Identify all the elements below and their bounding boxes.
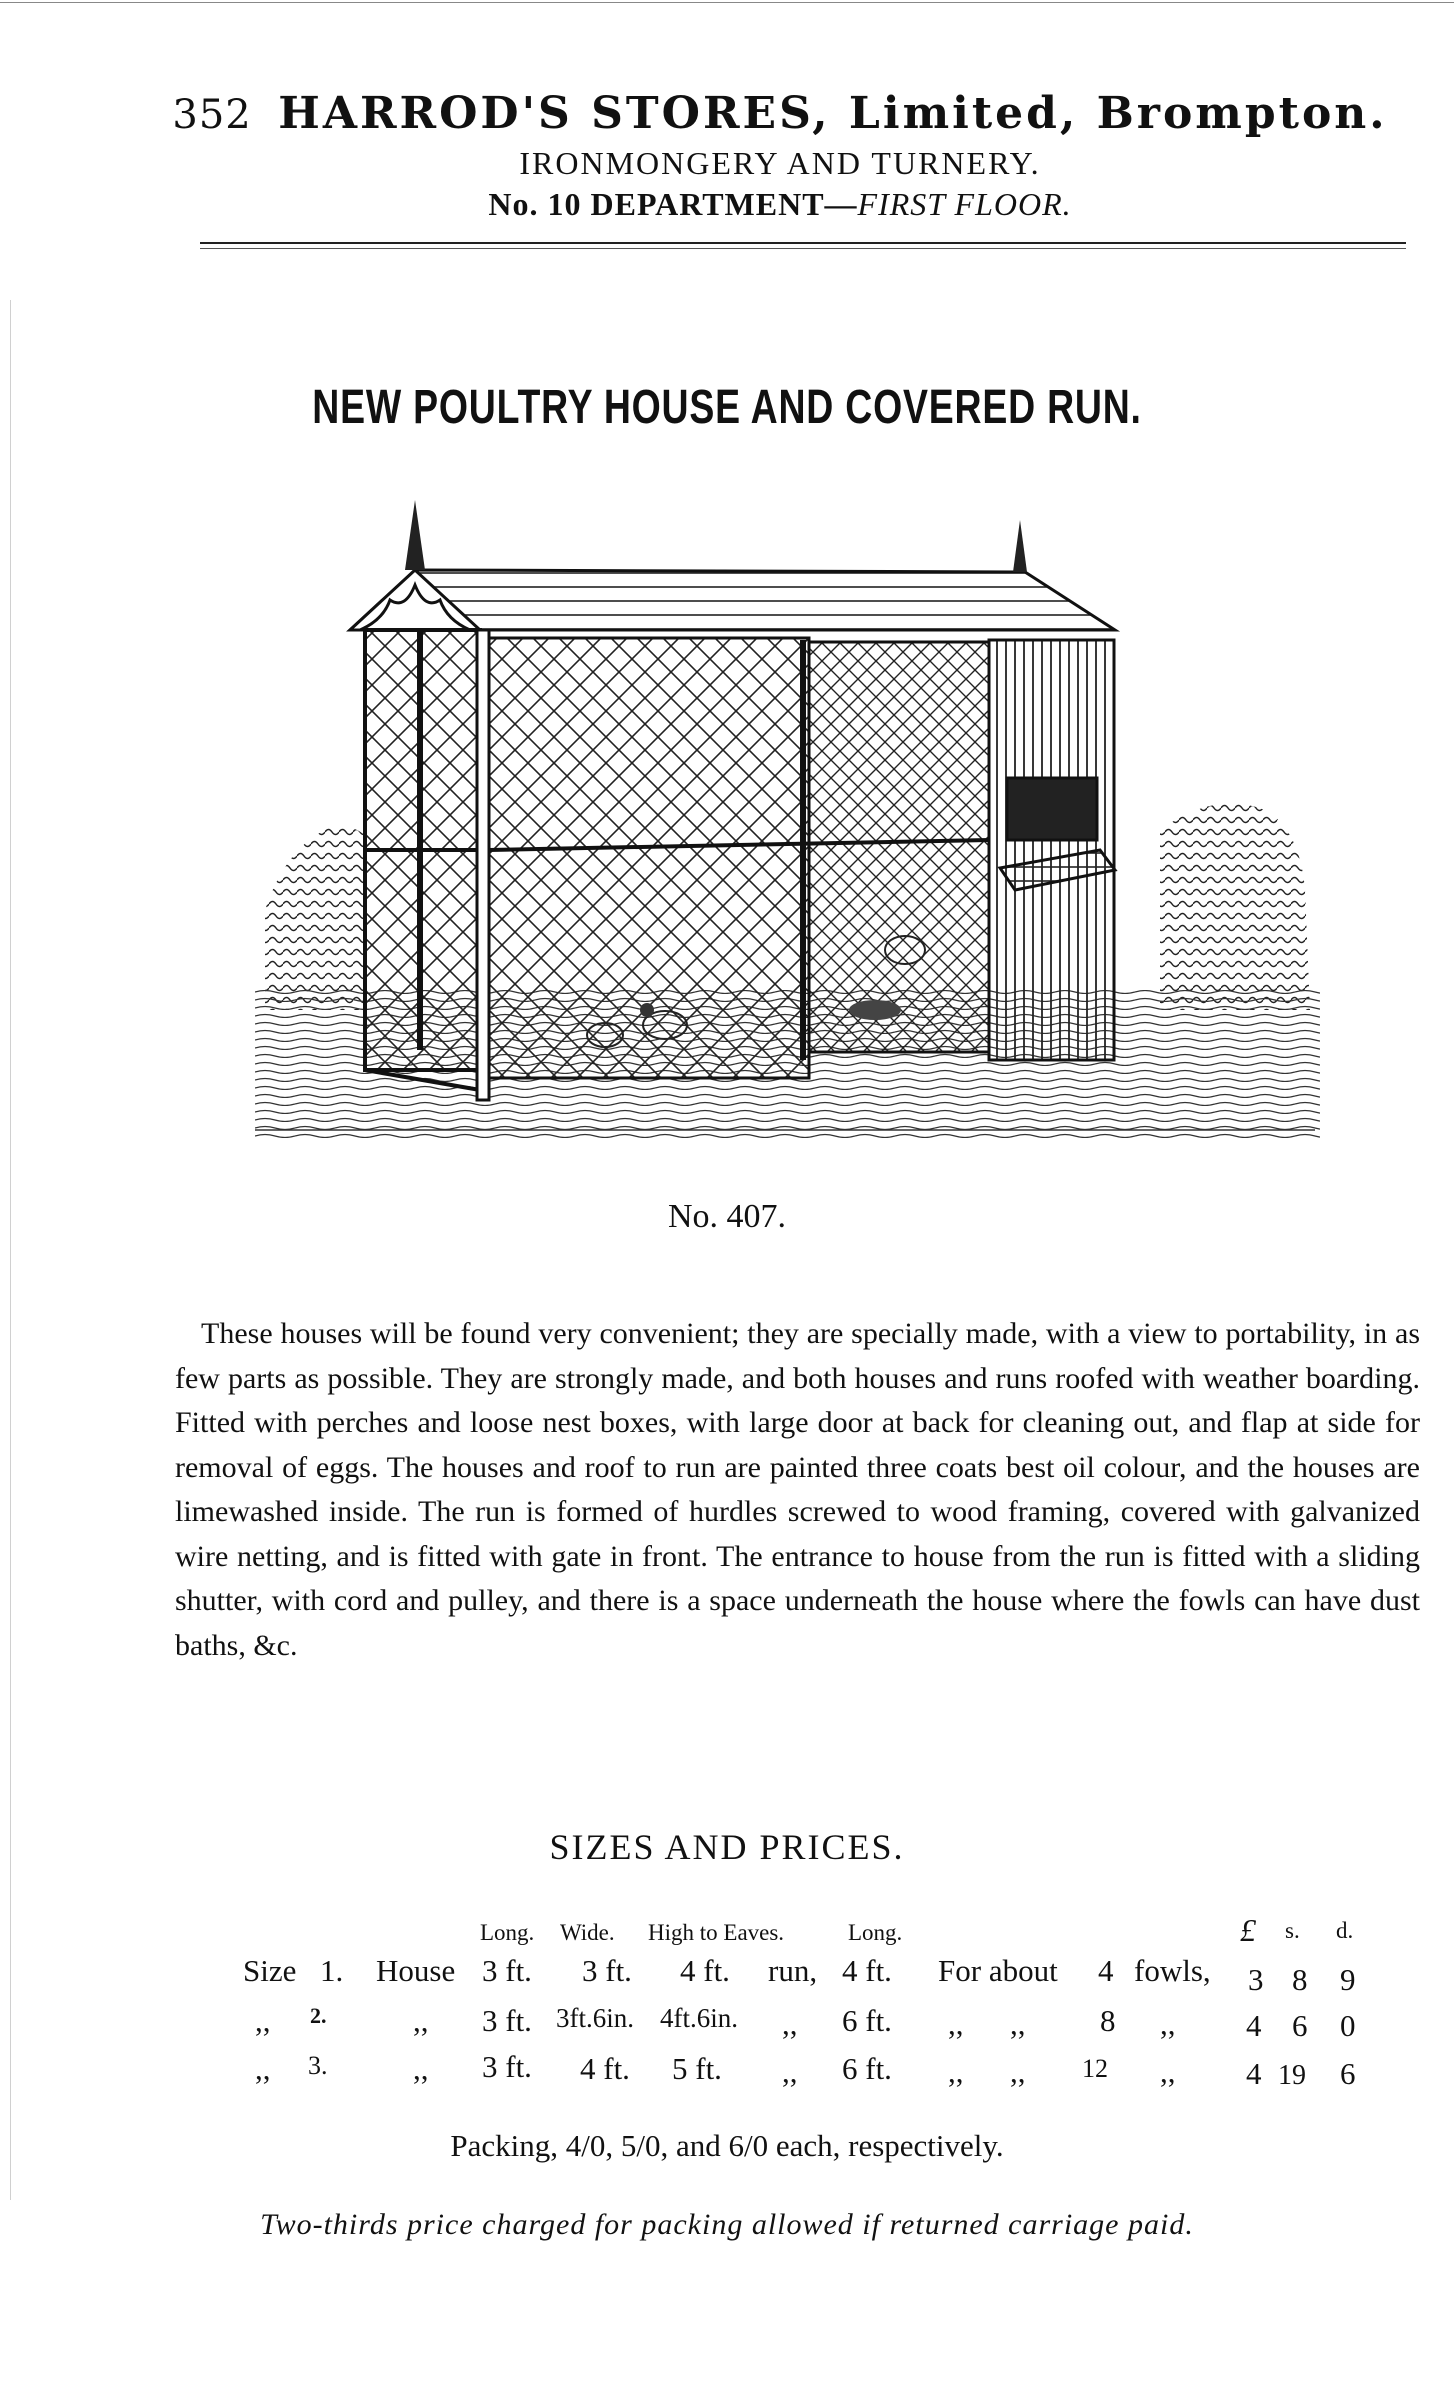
row1-pounds: 3 [1248,1962,1264,1997]
page-left-edge [10,300,11,2200]
row1-high: 4 ft. [680,1953,730,1988]
row3-shillings: 19 [1278,2060,1306,2091]
header-divider [200,242,1406,244]
row2-fowls-label: ,, [1160,2006,1176,2041]
col-header-high: High to Eaves. [648,1920,785,1945]
row2-pounds: 4 [1246,2008,1262,2043]
page-top-edge [0,2,1454,3]
department-label: No. 10 DEPARTMENT— [488,186,858,222]
row3-fowls-label: ,, [1160,2054,1176,2089]
header-title-line [150,86,1410,139]
row1-for: For about [938,1953,1058,1988]
col-header-run-long: Long. [848,1920,903,1945]
row2-house: ,, [413,2003,429,2038]
row1-num: 1. [320,1953,344,1988]
page-number: 352 [172,92,252,138]
row2-long: 3 ft. [482,2003,532,2038]
page-header [150,86,1410,223]
row1-long: 3 ft. [482,1953,532,1988]
row1-shillings: 8 [1292,1962,1308,1997]
product-description: These houses will be found very convenient; they are specially made, with a view to portability, in as few parts as possible. They are strongly made, and both houses and runs roofed with weather boarding. Fitted with perches and loose nest boxes, with large door at back for cleaning out, and flap at side for removal of eggs. The houses and roof to run are painted three coats best oil colour, and the houses are limewashed inside. The run is formed of hurdles screwed to wood framing, covered with galvanized wire netting, and is fitted with gate in front. The entrance to house from the run is fitted with a sliding shutter, with cord and pulley, and there is a space underneath the house where the fowls can have dust baths, &c. [175,1317,1420,1662]
row3-high: 5 ft. [672,2051,722,2086]
product-title: NEW POULTRY HOUSE AND COVERED RUN. [312,381,1142,434]
row2-shillings: 6 [1292,2008,1308,2043]
row1-fowls: 4 [1098,1953,1114,1988]
sizes-heading: SIZES AND PRICES. [549,1827,905,1867]
col-header-wide: Wide. [560,1920,615,1945]
poultry-house-illustration [255,490,1320,1150]
col-header-pence: d. [1336,1918,1354,1943]
row1-size: Size [243,1953,297,1988]
row1-pence: 9 [1340,1962,1356,1997]
floor-label: FIRST FLOOR. [857,186,1072,222]
catalog-number: No. 407. [667,1198,787,1235]
row3-house: ,, [413,2051,429,2086]
row2-num: 2. [310,2003,327,2028]
row3-for: ,, ,, [948,2054,1026,2089]
row2-high: 4ft.6in. [660,2003,738,2033]
row2-size: ,, [255,2003,271,2038]
header-divider-thin [200,248,1406,249]
col-header-shillings: s. [1285,1918,1300,1943]
row3-size: ,, [255,2051,271,2086]
row1-run: run, [768,1953,818,1988]
row3-wide: 4 ft. [580,2051,630,2086]
row3-long: 3 ft. [482,2049,532,2084]
returns-note: Two-thirds price charged for packing allowed if returned carriage paid. [260,2208,1194,2241]
row3-run: ,, [782,2054,798,2089]
row2-wide: 3ft.6in. [556,2003,634,2033]
row2-run: ,, [782,2006,798,2041]
department-line [150,186,1410,223]
row3-run-long: 6 ft. [842,2051,892,2086]
section-title: IRONMONGERY AND TURNERY. [519,145,1041,181]
row1-fowls-label: fowls, [1134,1953,1211,1988]
row3-pence: 6 [1340,2056,1356,2091]
row1-house: House [376,1953,456,1988]
row3-pounds: 4 [1246,2056,1262,2091]
row1-wide: 3 ft. [582,1953,632,1988]
row3-num: 3. [308,2051,328,2080]
row2-run-long: 6 ft. [842,2003,892,2038]
row1-run-long: 4 ft. [842,1953,892,1988]
col-header-pounds: £ [1240,1912,1256,1948]
row2-pence: 0 [1340,2008,1356,2043]
col-header-long: Long. [480,1920,535,1945]
row2-for: ,, ,, [948,2006,1026,2041]
row3-fowls: 12 [1082,2054,1108,2083]
store-name: HARROD'S STORES, Limited, Brompton. [278,88,1388,139]
row2-fowls: 8 [1100,2003,1116,2038]
packing-note: Packing, 4/0, 5/0, and 6/0 each, respectively. [450,2128,1004,2163]
